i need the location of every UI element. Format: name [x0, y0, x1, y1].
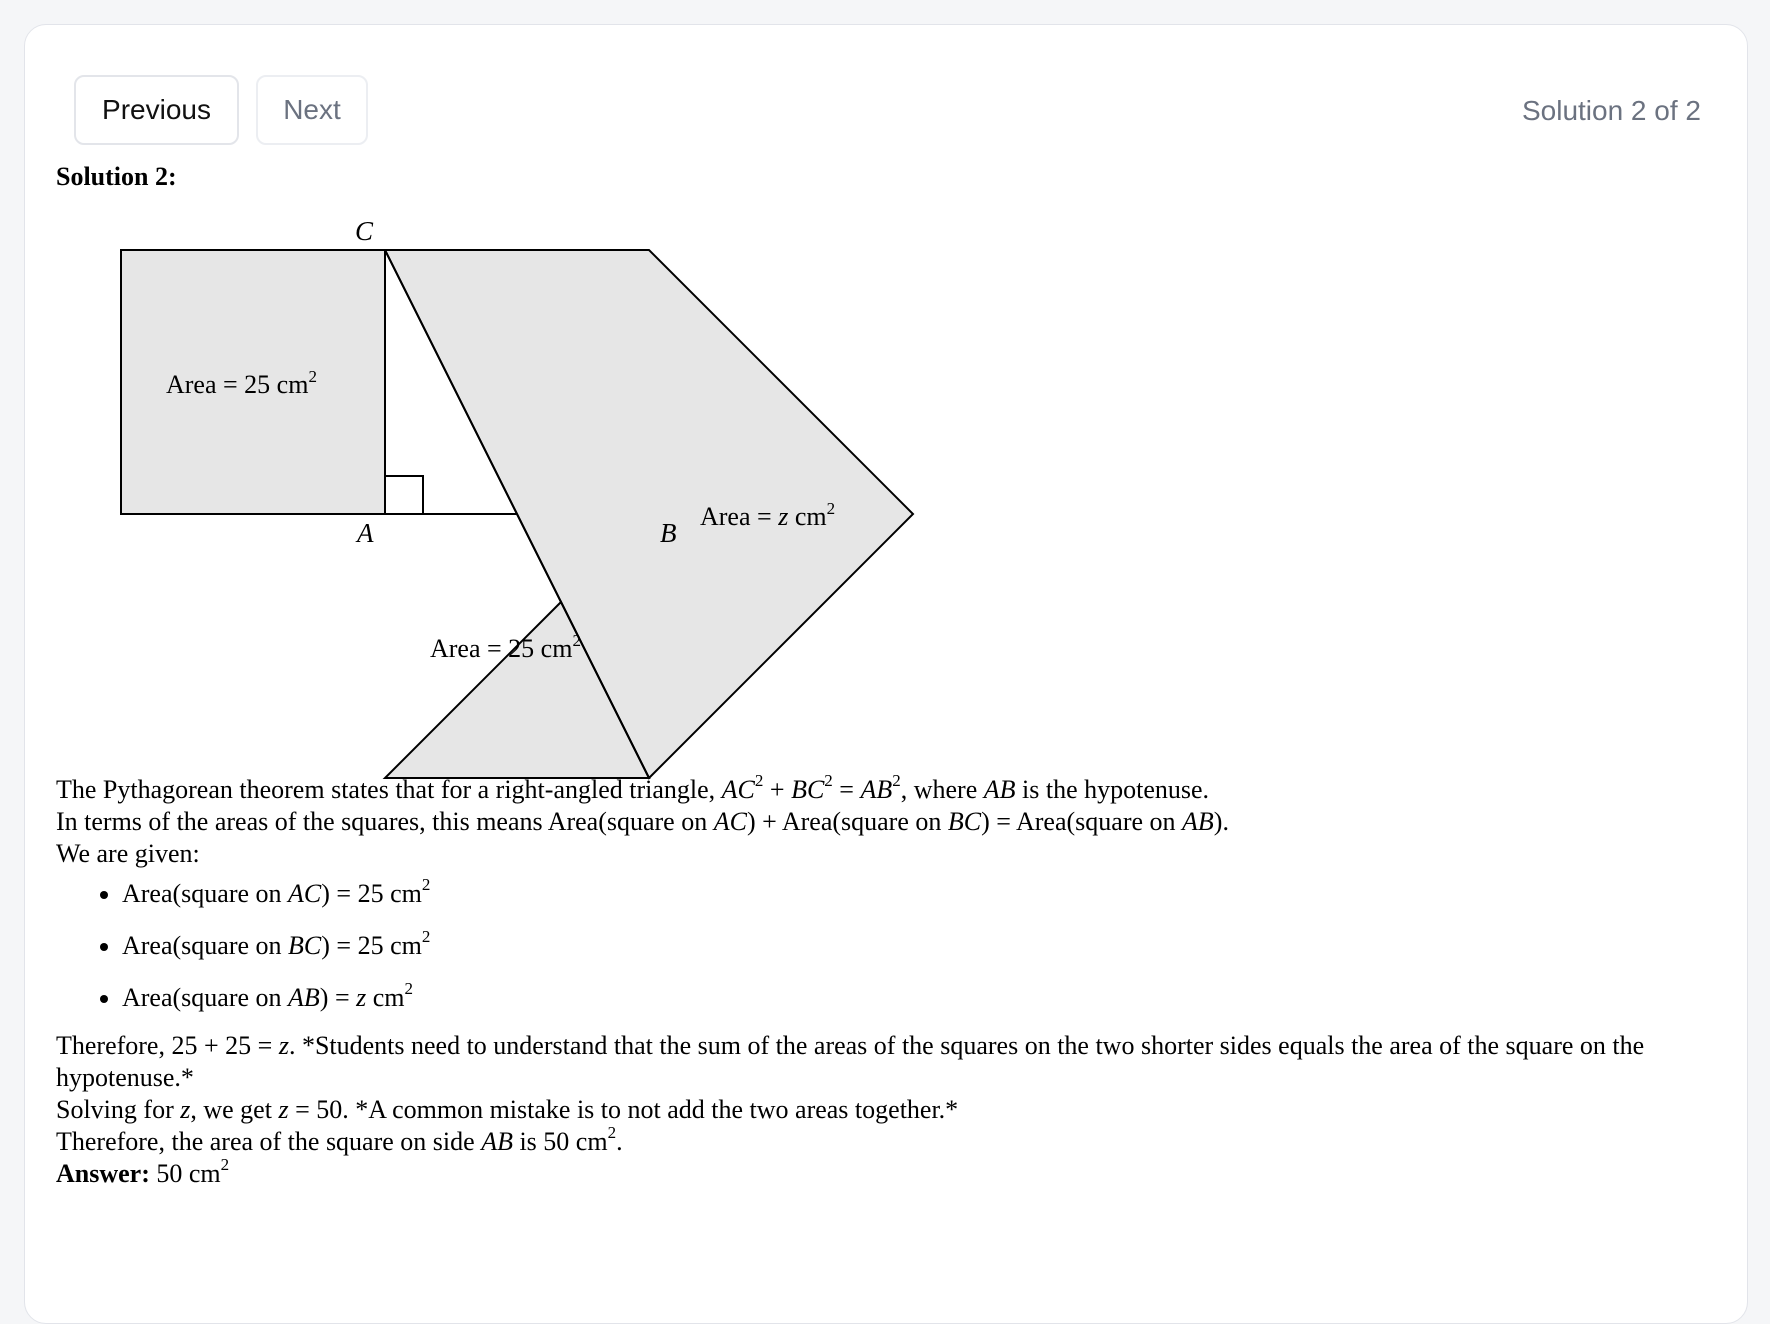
given-intro: We are given: [56, 839, 200, 868]
conclusion-line: Therefore, the area of the square on side AB is 50 $cm^2$. [56, 1123, 623, 1156]
answer-line: Answer: 50 $cm^2$ [56, 1155, 230, 1188]
vertex-label-b: B [660, 518, 677, 548]
list-item: • Area(square on BC) = 25 $cm^2$ [122, 930, 1702, 962]
list-item: • Area(square on AC) = 25 $cm^2$ [122, 878, 1702, 910]
areas-line: In terms of the areas of the squares, this means Area(square on AC) + Area(square on BC) = Area(square on AB). [56, 807, 1229, 836]
area-label-ac: Area = 25 $cm^2$ [166, 367, 317, 399]
theorem-line: The Pythagorean theorem states that for a right-angled triangle, $AC^2 + BC^2 = AB^2$, where AB is the hypotenuse. [56, 771, 1210, 804]
vertex-label-c: C [355, 216, 374, 246]
solution-title: Solution 2: [56, 162, 177, 191]
next-button[interactable]: Next [256, 75, 368, 145]
solution-counter: Solution 2 of 2 [1521, 95, 1701, 126]
therefore-line: Therefore, 25 + 25 = z. *Students need to understand that the sum of the areas of the squares on the two shorter sides equals the area of the square on the hypotenuse.* [56, 1031, 1645, 1092]
area-label-bc: Area = 25 $cm^2$ [430, 631, 581, 663]
explanation [56, 771, 1702, 1190]
area-label-ab: Area = z $cm^2$ [700, 499, 836, 531]
right-angle-marker [385, 476, 423, 514]
given-list [56, 875, 1702, 1014]
vertex-label-a: A [357, 518, 374, 548]
list-item: • Area(square on AB) = z $cm^2$ [122, 982, 1702, 1014]
previous-button[interactable]: Previous [74, 75, 239, 145]
solving-line: Solving for z, we get z = 50. *A common mistake is to not add the two areas together.* [56, 1095, 959, 1124]
